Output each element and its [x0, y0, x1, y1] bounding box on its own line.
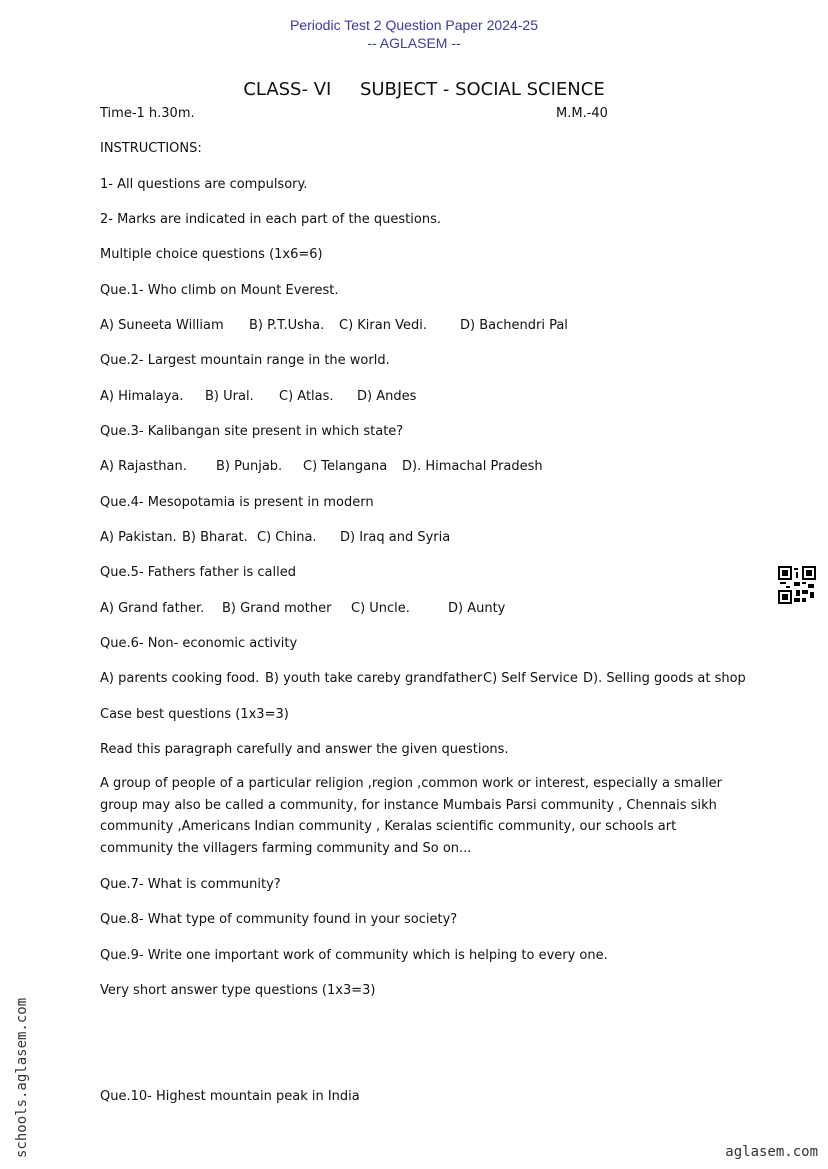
option: C) Self Service [483, 671, 578, 686]
question-1: Que.1- Who climb on Mount Everest. [100, 283, 339, 298]
option: A) parents cooking food. [100, 671, 260, 686]
side-watermark: schools.aglasem.com [14, 997, 30, 1158]
header-line-1: Periodic Test 2 Question Paper 2024-25 [289, 17, 538, 33]
question-6-options [100, 671, 746, 686]
option: B) Ural. [205, 389, 254, 404]
option: D) Andes [357, 389, 417, 404]
option: B) Punjab. [216, 459, 283, 474]
qr-code-icon [778, 566, 816, 604]
question-8: Que.8- What type of community found in your society? [100, 912, 458, 927]
case-paragraph: A group of people of a particular religion ,region ,common work or interest, especially a smaller group may also be called a community, for instance Mumbais Parsi community , Chennais sikh community ,Americans Indian community , Keralas scientific community, our schools art community the villagers farming community and So on... [100, 776, 723, 856]
option: A) Grand father. [100, 601, 205, 616]
page-title [0, 79, 828, 100]
option: D) Aunty [448, 601, 506, 616]
question-2: Que.2- Largest mountain range in the world. [100, 353, 390, 368]
question-9: Que.9- Write one important work of community which is helping to every one. [100, 948, 608, 963]
option: C) Kiran Vedi. [339, 318, 427, 333]
option: D) Iraq and Syria [340, 530, 451, 545]
option: D). Himachal Pradesh [402, 459, 543, 474]
option: B) Grand mother [222, 601, 332, 616]
option: B) P.T.Usha. [249, 318, 325, 333]
footer-watermark: aglasem.com [725, 1144, 818, 1160]
option: C) Telangana [303, 459, 388, 474]
question-10: Que.10- Highest mountain peak in India [100, 1089, 360, 1104]
question-6: Que.6- Non- economic activity [100, 636, 298, 651]
option: C) Atlas. [279, 389, 334, 404]
instructions-heading: INSTRUCTIONS: [100, 141, 202, 156]
class-label: CLASS- VI [243, 79, 332, 100]
question-7: Que.7- What is community? [100, 877, 281, 892]
option: B) Bharat. [182, 530, 248, 545]
option: D). Selling goods at shop [583, 671, 746, 686]
header-line-2: -- AGLASEM -- [367, 35, 461, 51]
option: C) Uncle. [351, 601, 410, 616]
option: B) youth take careby grandfather [265, 671, 483, 686]
question-2-options [100, 389, 416, 404]
question-3: Que.3- Kalibangan site present in which state? [100, 424, 404, 439]
option: A) Pakistan. [100, 530, 177, 545]
question-5: Que.5- Fathers father is called [100, 565, 296, 580]
question-4: Que.4- Mesopotamia is present in modern [100, 495, 374, 510]
question-1-options [100, 318, 568, 333]
option: A) Rajasthan. [100, 459, 187, 474]
marks-label: M.M.-40 [556, 106, 608, 121]
option: C) China. [257, 530, 317, 545]
option: D) Bachendri Pal [460, 318, 568, 333]
instruction-2: 2- Marks are indicated in each part of the questions. [100, 212, 441, 227]
question-5-options [100, 601, 505, 616]
subject-label: SUBJECT - SOCIAL SCIENCE [359, 79, 605, 100]
option: A) Himalaya. [100, 389, 184, 404]
mcq-heading: Multiple choice questions (1x6=6) [100, 247, 323, 262]
vsa-heading: Very short answer type questions (1x3=3) [100, 983, 376, 998]
question-3-options [100, 459, 543, 474]
time-label: Time-1 h.30m. [100, 106, 195, 121]
question-4-options [100, 530, 450, 545]
case-heading: Case best questions (1x3=3) [100, 707, 289, 722]
option: A) Suneeta William [100, 318, 224, 333]
instruction-1: 1- All questions are compulsory. [100, 177, 308, 192]
case-instruction: Read this paragraph carefully and answer the given questions. [100, 742, 509, 757]
